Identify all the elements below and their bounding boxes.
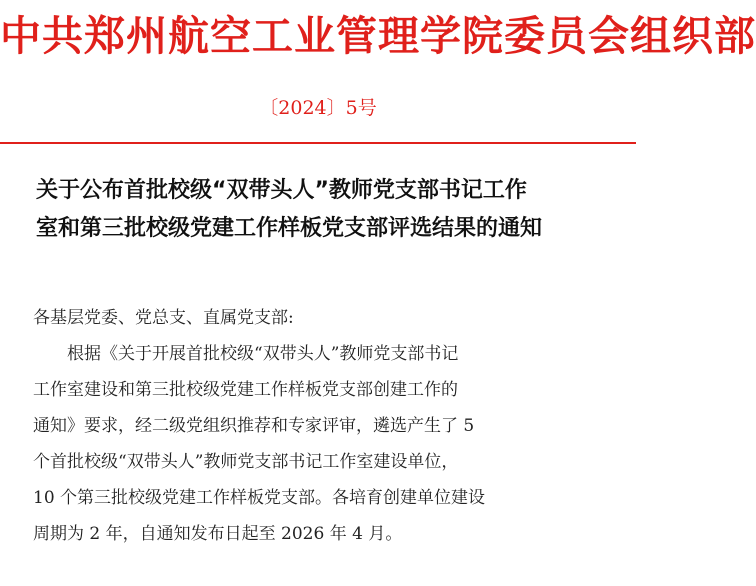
body-line-2: 工作室建设和第三批校级党建工作样板党支部创建工作的	[33, 380, 458, 400]
body-line-4: 个首批校级“双带头人”教师党支部书记工作室建设单位，	[33, 452, 459, 472]
title-line-1: 关于公布首批校级“双带头人”教师党支部书记工作	[36, 178, 527, 203]
body-line-5: 10 个第三批校级党建工作样板党支部。各培育创建单位建设	[33, 488, 486, 508]
body-line-3: 通知》要求，经二级党组织推荐和专家评审，遴选产生了 5	[33, 416, 475, 436]
title-line-2: 室和第三批校级党建工作样板党支部评选结果的通知	[36, 216, 543, 241]
document-title	[36, 172, 626, 248]
red-divider-rule	[0, 142, 636, 144]
body-line-6: 周期为 2 年，自通知发布日起至 2026 年 4 月。	[33, 524, 403, 544]
salutation: 各基层党委、党总支、直属党支部:	[33, 308, 294, 328]
body-line-1: 根据《关于开展首批校级“双带头人”教师党支部书记	[67, 344, 459, 364]
issuing-org-header: 中共郑州航空工业管理学院委员会组织部	[0, 12, 756, 60]
document-number: 〔2024〕5号	[259, 97, 377, 119]
document-body	[33, 300, 629, 552]
